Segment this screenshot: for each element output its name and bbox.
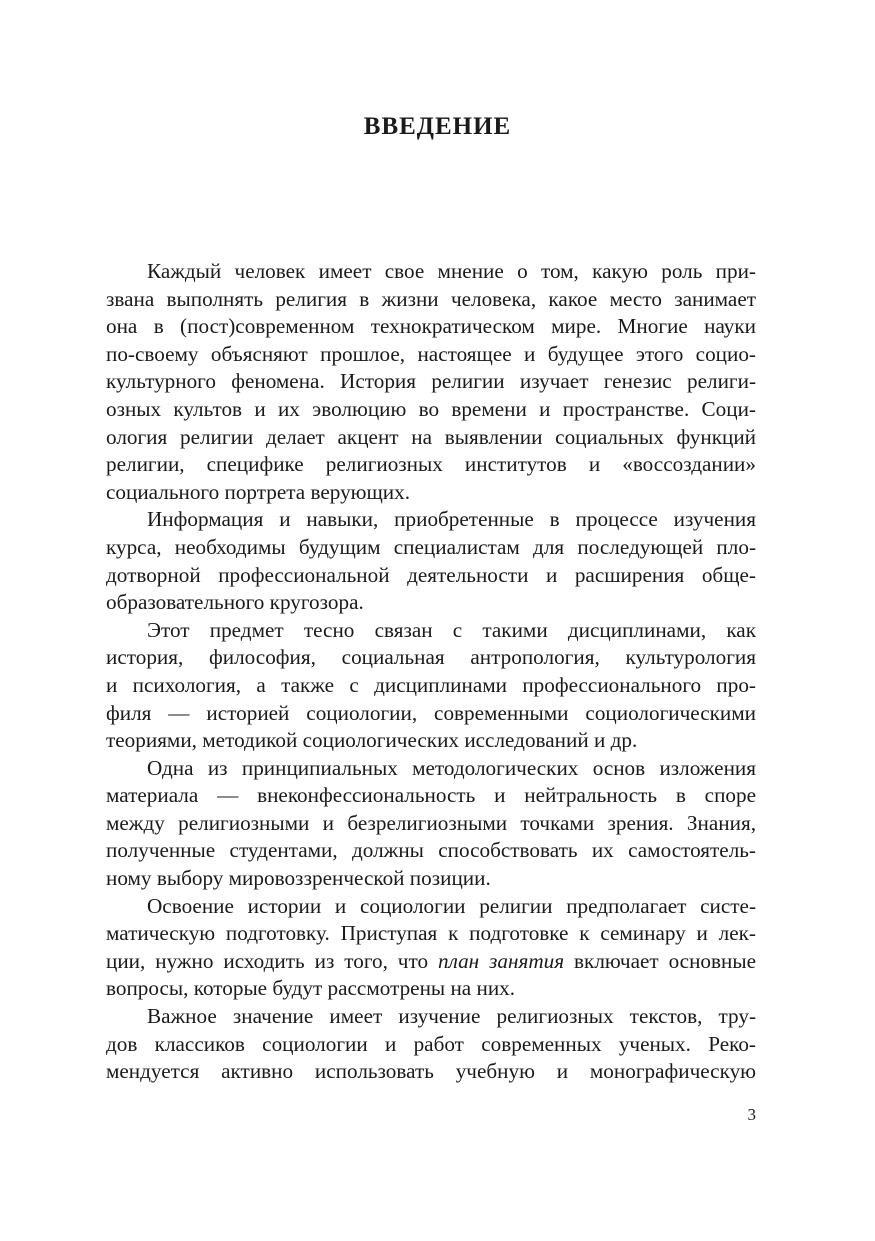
text-line: история, философия, социальная антропология, культурология <box>106 645 756 670</box>
paragraph <box>106 617 756 755</box>
text-line: культурного феномена. История религии изучает генезис религи- <box>106 369 756 394</box>
page-number: 3 <box>747 1105 756 1124</box>
text-line: Важное значение имеет изучение религиозных текстов, тру- <box>147 1004 756 1029</box>
text-line: Каждый человек имеет свое мнение о том, какую роль при- <box>147 259 756 283</box>
text-line: ология религии делает акцент на выявлении социальных функций <box>106 424 756 449</box>
text-line: материала — внеконфессиональность и нейтральность в споре <box>106 783 756 808</box>
text-line: религии, специфике религиозных институтов и «воссоздании» <box>106 452 756 477</box>
inline-text: ции, нужно исходить из того, что <box>106 948 429 973</box>
text-line: мендуется активно использовать учебную и монографическую <box>106 1059 756 1084</box>
text-line: матическую подготовку. Приступая к подготовке к семинару и лек- <box>106 921 756 946</box>
text-line: Одна из принципиальных методологических основ изложения <box>147 755 756 780</box>
text-line: филя — историей социологии, современными социологическими <box>106 700 756 725</box>
text-line: озных культов и их эволюцию во времени и пространстве. Соци- <box>106 396 756 421</box>
paragraph <box>106 506 756 616</box>
text-line: образовательного кругозора. <box>106 590 364 615</box>
text-line: полученные студентами, должны способствовать их самостоятель- <box>106 838 756 863</box>
text-line: дотворной профессиональной деятельности и расширения обще- <box>106 562 756 587</box>
inline-text: включает основные <box>574 948 757 973</box>
text-line: дов классиков социологии и работ современных ученых. Реко- <box>106 1031 756 1056</box>
paragraph <box>106 893 756 1003</box>
text-line: ному выбору мировоззренческой позиции. <box>106 866 491 891</box>
text-line: звана выполнять религия в жизни человека, какое место занимает <box>106 286 756 311</box>
body-text <box>106 258 756 1086</box>
paragraph <box>106 755 756 893</box>
text-line: социального портрета верующих. <box>106 479 411 504</box>
text-line: между религиозными и безрелигиозными точками зрения. Знания, <box>106 810 756 835</box>
text-line: теориями, методикой социологических исследований и др. <box>106 728 638 753</box>
text-line: и психология, а также с дисциплинами профессионального про- <box>106 672 756 697</box>
text-line <box>106 948 756 976</box>
text-line: курса, необходимы будущим специалистам для последующей пло- <box>106 534 756 559</box>
emphasized-term: план занятия <box>437 948 565 973</box>
text-line: вопросы, которые будут рассмотрены на них. <box>106 976 516 1001</box>
text-line: Информация и навыки, приобретенные в процессе изучения <box>147 507 756 532</box>
paragraph <box>106 258 756 506</box>
text-line: Освоение истории и социологии религии предполагает систе- <box>147 893 756 918</box>
text-line: по-своему объясняют прошлое, настоящее и будущее этого социо- <box>106 341 756 366</box>
text-line: Этот предмет тесно связан с такими дисциплинами, как <box>147 617 756 642</box>
paragraph <box>106 1003 756 1086</box>
chapter-heading: ВВЕДЕНИЕ <box>363 113 512 140</box>
text-line: она в (пост)современном технократическом мире. Многие науки <box>106 314 756 339</box>
